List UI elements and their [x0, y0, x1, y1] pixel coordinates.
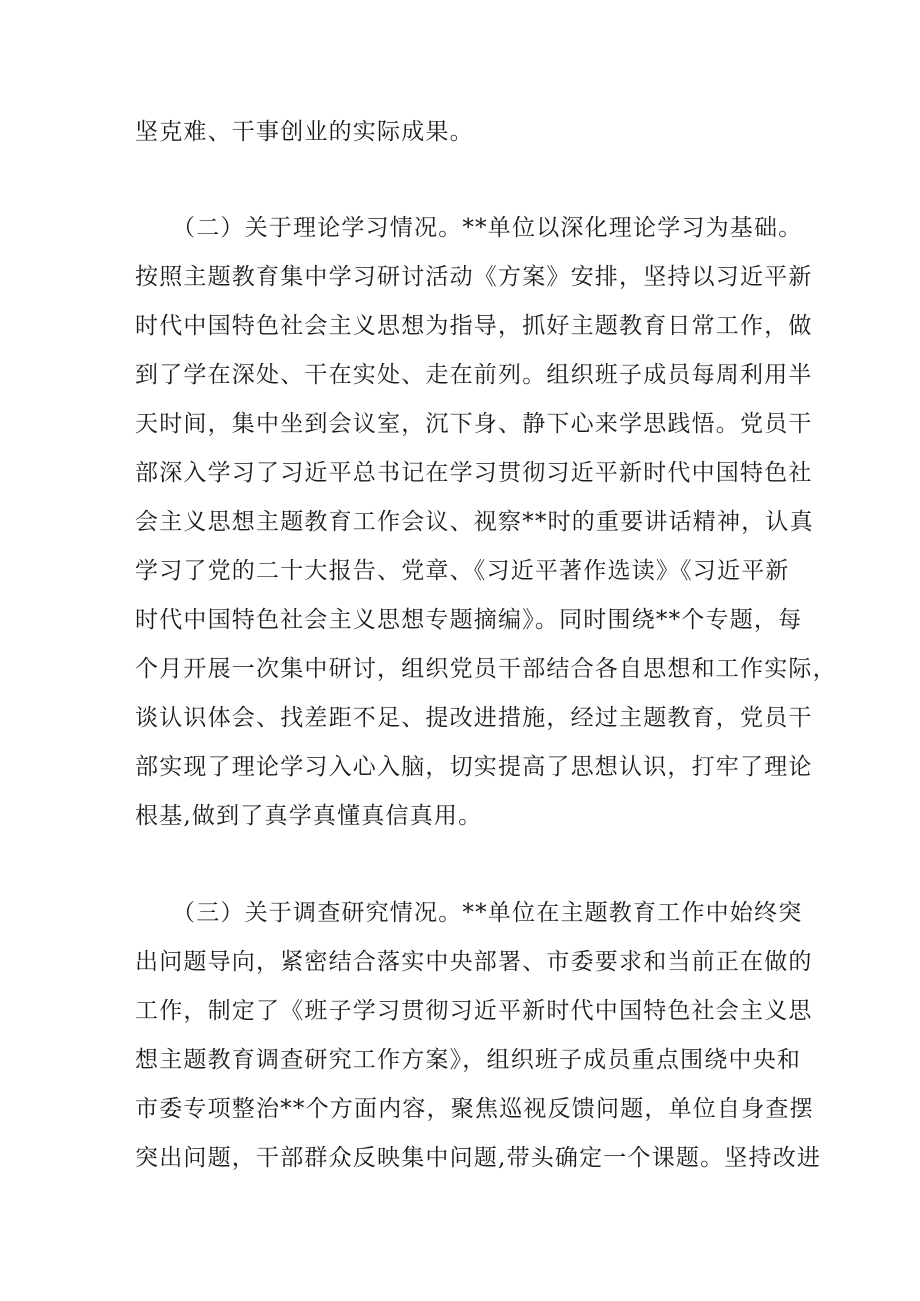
section-2-line: 学习了党的二十大报告、党章、《习近平著作选读》《习近平新 — [135, 558, 790, 584]
section-3-line: 出问题导向，紧密结合落实中央部署、市委要求和当前正在做的 — [135, 949, 813, 975]
section-2-line: 到了学在深处、干在实处、走在前列。组织班子成员每周利用半 — [135, 362, 813, 388]
section-2-line: （二）关于理论学习情况。**单位以深化理论学习为基础。 — [172, 215, 803, 241]
section-3-line: 市委专项整治**个方面内容，聚焦巡视反馈问题，单位自身查摆 — [135, 1096, 814, 1122]
section-3-line: （三）关于调查研究情况。**单位在主题教育工作中始终突 — [172, 900, 803, 926]
section-2-line: 会主义思想主题教育工作会议、视察**时的重要讲话精神，认真 — [135, 509, 814, 535]
section-2-line: 谈认识体会、找差距不足、提改进措施，经过主题教育，党员干 — [135, 705, 813, 731]
section-2-line: 部实现了理论学习入心入脑，切实提高了思想认识，打牢了理论 — [135, 754, 813, 780]
section-2-line: 时代中国特色社会主义思想专题摘编》。同时围绕**个专题，每 — [135, 607, 803, 633]
section-3-line: 突出问题，干部群众反映集中问题,带头确定一个课题。坚持改进 — [135, 1145, 822, 1171]
section-2-line: 部深入学习了习近平总书记在学习贯彻习近平新时代中国特色社 — [135, 460, 813, 486]
section-2-line: 个月开展一次集中研讨，组织党员干部结合各自思想和工作实际， — [135, 656, 837, 682]
section-2-line: 时代中国特色社会主义思想为指导，抓好主题教育日常工作，做 — [135, 313, 813, 339]
section-2-line: 按照主题教育集中学习研讨活动《方案》安排，坚持以习近平新 — [135, 264, 813, 290]
section-2-line: 根基,做到了真学真懂真信真用。 — [135, 803, 483, 829]
intro-line: 坚克难、干事创业的实际成果。 — [135, 119, 474, 145]
section-2-line: 天时间，集中坐到会议室，沉下身、静下心来学思践悟。党员干 — [135, 411, 813, 437]
section-3-line: 工作，制定了《班子学习贯彻习近平新时代中国特色社会主义思 — [135, 998, 813, 1024]
section-3-line: 想主题教育调查研究工作方案》，组织班子成员重点围绕中央和 — [135, 1047, 802, 1073]
